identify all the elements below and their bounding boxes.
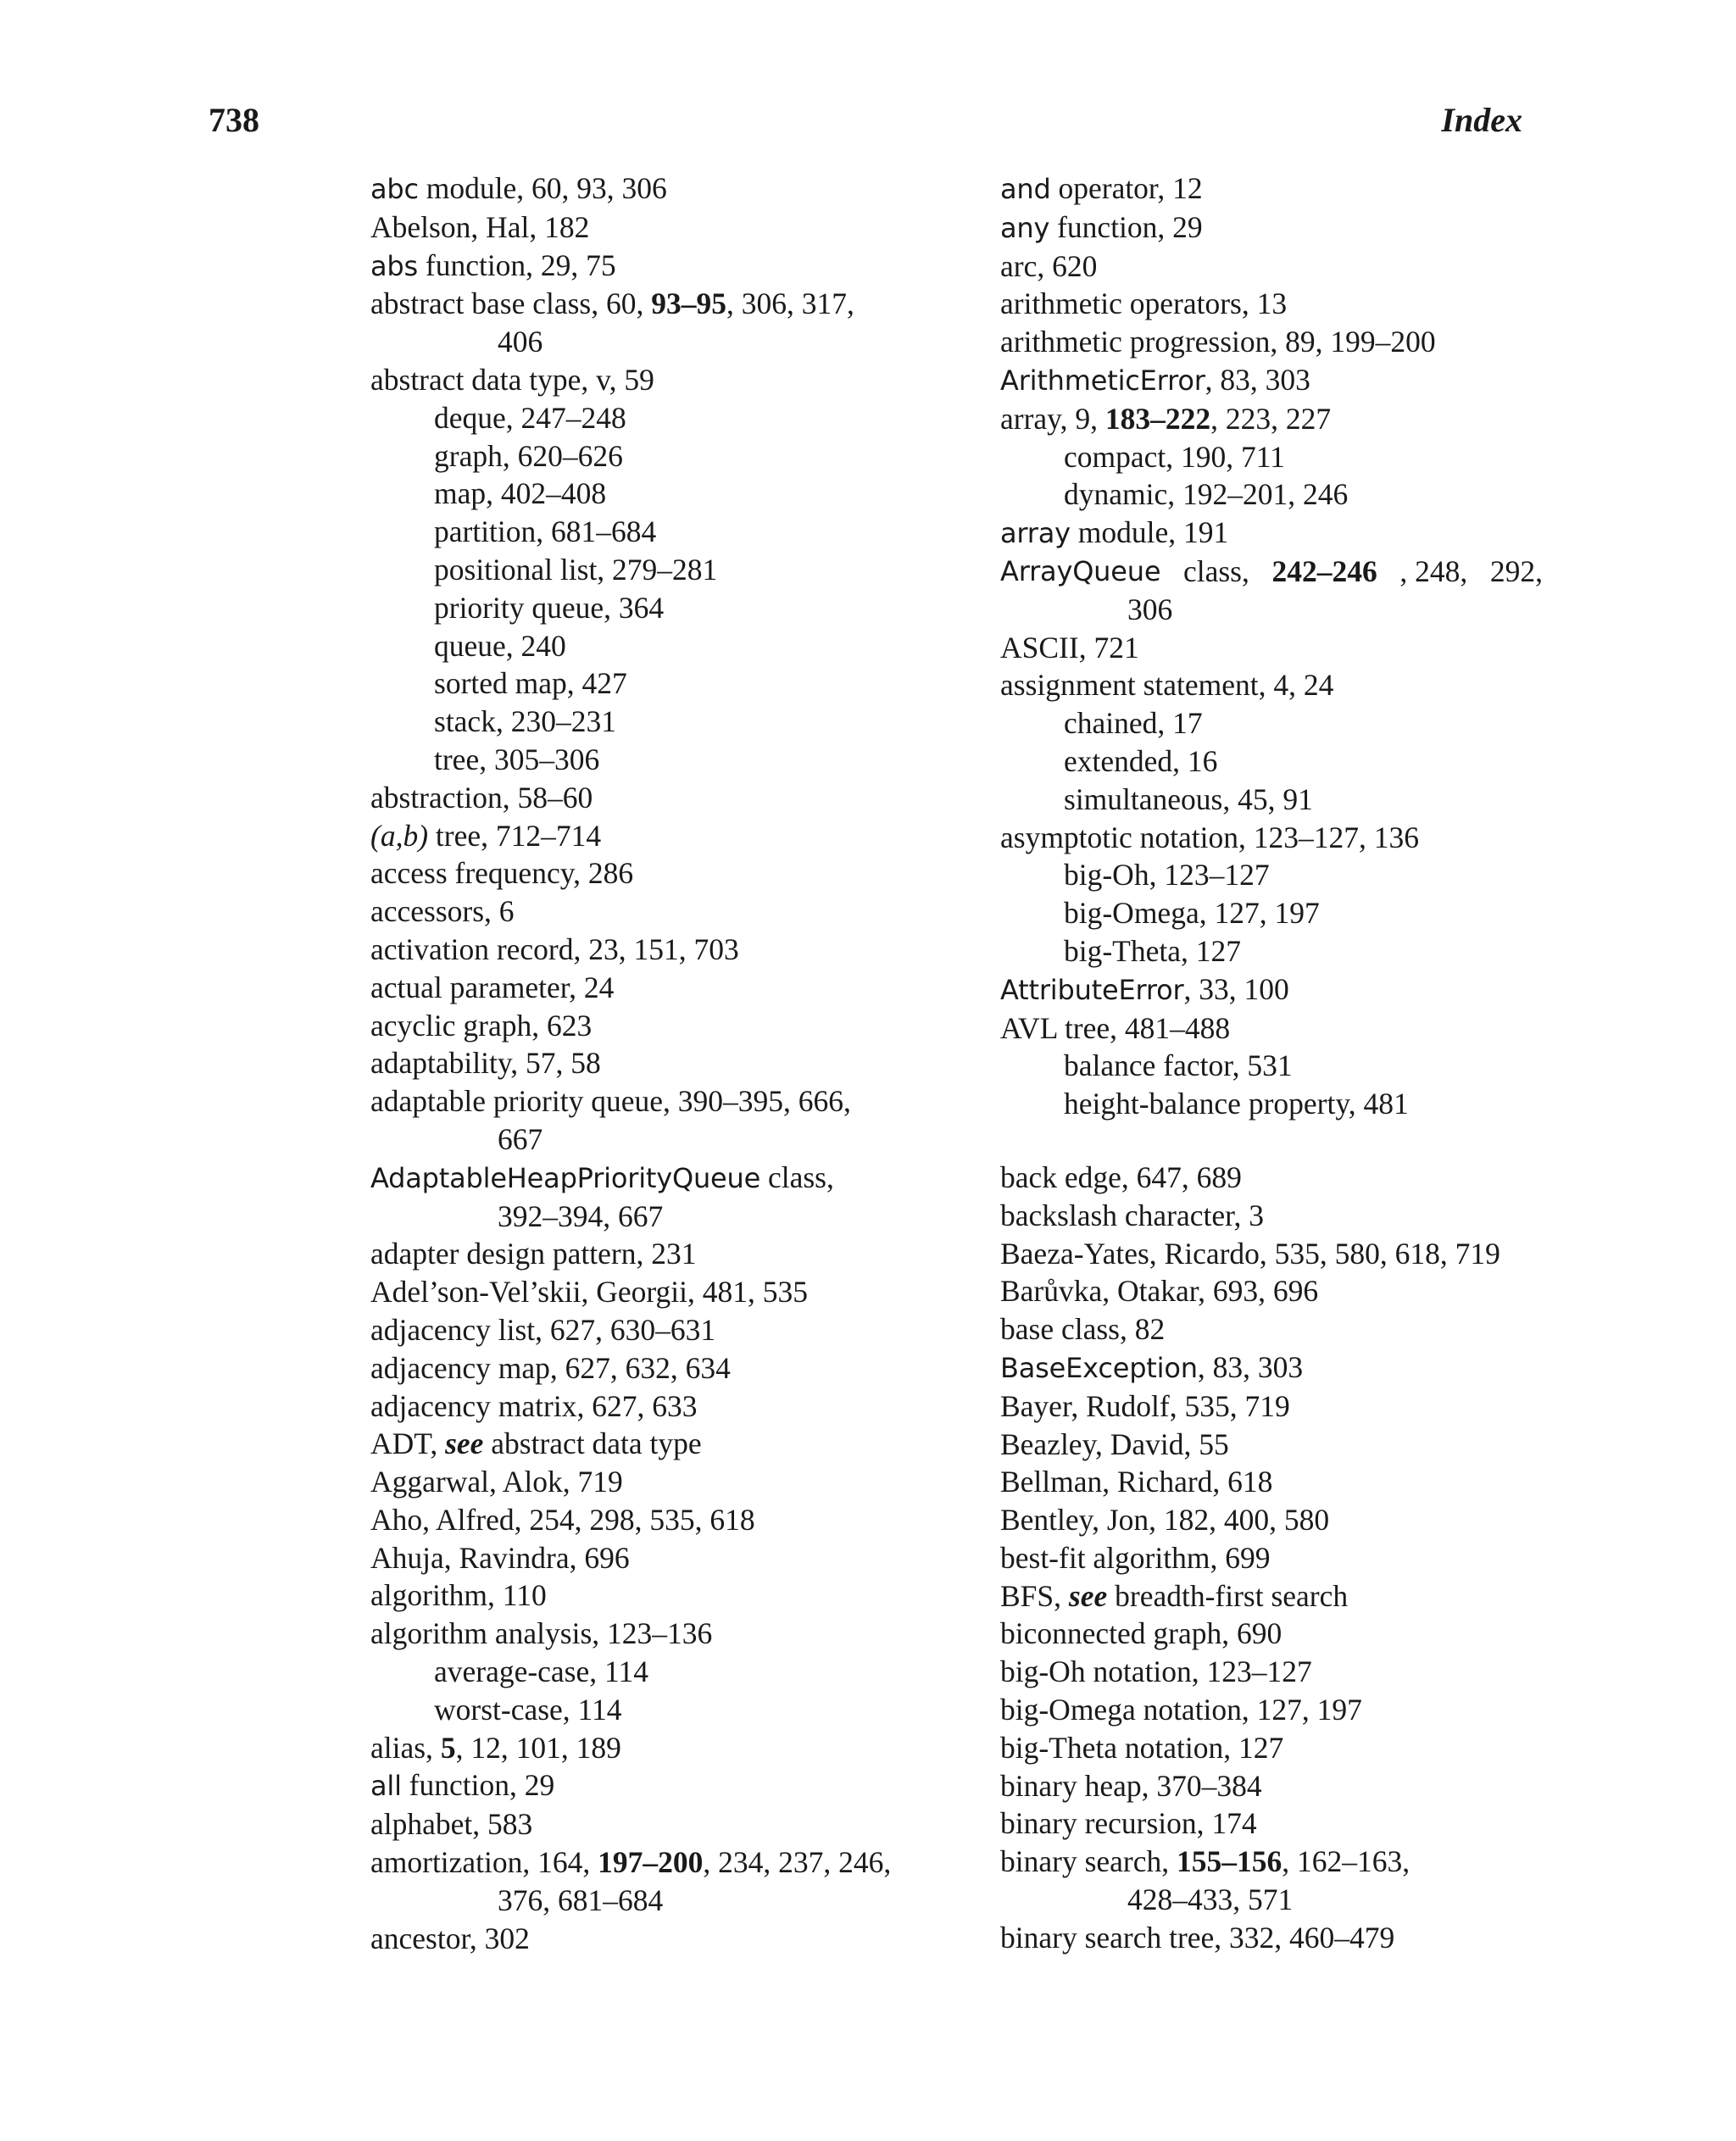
index-entry: [1000, 1577, 1543, 1615]
index-entry: [370, 1349, 947, 1387]
entry-text: Baeza-Yates, Ricardo, 535, 580, 618, 719: [1000, 1236, 1500, 1271]
entry-text: adjacency matrix, 627, 633: [370, 1388, 698, 1423]
index-entry: [370, 361, 947, 399]
entry-text: amortization, 164,: [370, 1845, 598, 1880]
entry-text: alphabet, 583: [370, 1807, 533, 1842]
letter-group-gap: [1000, 1123, 1543, 1159]
entry-text: 306: [1127, 592, 1173, 626]
entry-text: deque, 247–248: [434, 400, 626, 435]
entry-text: , 234, 237, 246,: [703, 1845, 892, 1880]
entry-text: base class, 82: [1000, 1312, 1166, 1347]
index-entry-continuation: [370, 1121, 947, 1159]
index-entry: [370, 1615, 947, 1653]
index-entry: [1000, 1653, 1543, 1691]
entry-text: Bentley, Jon, 182, 400, 580: [1000, 1503, 1330, 1538]
index-entry: [1000, 970, 1543, 1009]
index-subentry: [1000, 781, 1543, 819]
index-entry: [370, 1044, 947, 1082]
entry-text: arc, 620: [1000, 248, 1098, 283]
entry-text: Ahuja, Ravindra, 696: [370, 1540, 630, 1575]
index-entry: [370, 247, 947, 286]
index-entry: [370, 1311, 947, 1349]
index-entry: [1000, 323, 1543, 361]
index-entry: [1000, 1767, 1543, 1805]
entry-text: adaptable priority queue, 390–395, 666,: [370, 1084, 851, 1119]
index-subentry: [370, 513, 947, 551]
entry-text: function, 29: [1049, 209, 1203, 244]
index-entry: [370, 1539, 947, 1577]
index-entry: [370, 969, 947, 1007]
entry-text: assignment statement, 4, 24: [1000, 668, 1334, 703]
index-entry-continuation: [1000, 591, 1543, 629]
entry-text: Bayer, Rudolf, 535, 719: [1000, 1388, 1290, 1423]
entry-text: abstract base class, 60,: [370, 286, 652, 321]
index-entry: [1000, 170, 1543, 209]
entry-text: , 248,: [1399, 553, 1468, 588]
entry-text: worst-case, 114: [434, 1692, 622, 1727]
entry-text: adjacency map, 627, 632, 634: [370, 1350, 731, 1385]
index-entry: [1000, 285, 1543, 323]
entry-text: , 83, 303: [1197, 1349, 1304, 1384]
entry-text: module, 60, 93, 306: [418, 171, 667, 205]
entry-text: alias,: [370, 1730, 441, 1765]
code-term: AttributeError: [1000, 973, 1184, 1006]
entry-text: , 33, 100: [1183, 971, 1289, 1006]
entry-text: access frequency, 286: [370, 856, 634, 891]
entry-text: algorithm analysis, 123–136: [370, 1616, 713, 1651]
index-entry: [1000, 514, 1543, 553]
index-subentry: [1000, 1047, 1543, 1085]
entry-text: array, 9,: [1000, 401, 1105, 436]
index-entry: [1000, 400, 1543, 438]
entry-text: Barůvka, Otakar, 693, 696: [1000, 1274, 1319, 1309]
entry-text: , 223, 227: [1210, 401, 1332, 436]
entry-text: binary recursion, 174: [1000, 1806, 1257, 1841]
index-entry: [1000, 209, 1543, 247]
code-term: abc: [370, 173, 419, 205]
entry-text: breadth-first search: [1107, 1578, 1349, 1613]
bold-page-range: 155–156: [1176, 1844, 1283, 1879]
index-entry: [1000, 1009, 1543, 1048]
index-entry: [370, 1729, 947, 1767]
page-number: 738: [209, 101, 259, 139]
entry-text: tree, 305–306: [434, 742, 600, 776]
index-entry: [1000, 1159, 1543, 1197]
index-subentry: [1000, 932, 1543, 970]
index-entry-continuation: [370, 1882, 947, 1920]
entry-text: Abelson, Hal, 182: [370, 209, 590, 244]
entry-text: , 306, 317,: [726, 286, 854, 321]
bold-page-range: 183–222: [1104, 401, 1211, 436]
bold-page-range: 5: [440, 1730, 456, 1765]
entry-text: stack, 230–231: [434, 704, 616, 739]
entry-text: partition, 681–684: [434, 514, 657, 549]
entry-text: binary search tree, 332, 460–479: [1000, 1920, 1395, 1955]
entry-text: compact, 190, 711: [1064, 439, 1285, 474]
index-subentry: [1000, 704, 1543, 742]
entry-text: big-Oh, 123–127: [1064, 858, 1270, 893]
entry-text: , 162–163,: [1282, 1844, 1410, 1879]
index-entry: [1000, 1501, 1543, 1539]
index-subentry: [370, 1653, 947, 1691]
index-entry: [370, 1387, 947, 1426]
index-subentry: [1000, 1085, 1543, 1123]
code-term: any: [1000, 211, 1050, 244]
entry-text: activation record, 23, 151, 703: [370, 931, 739, 966]
index-entry: [1000, 1463, 1543, 1501]
index-subentry: [370, 437, 947, 475]
index-subentry: [370, 475, 947, 513]
index-entry: [1000, 1349, 1543, 1387]
entry-text: acyclic graph, 623: [370, 1008, 593, 1043]
index-entry-continuation: [370, 323, 947, 361]
running-head: Index: [1441, 101, 1522, 139]
index-subentry: [370, 399, 947, 437]
entry-text: class,: [760, 1159, 834, 1194]
index-entry: [1000, 1615, 1543, 1653]
entry-text: abstraction, 58–60: [370, 780, 593, 815]
index-entry: [370, 1235, 947, 1273]
bold-page-range: 93–95: [651, 286, 726, 321]
index-entry-continuation: [370, 1198, 947, 1236]
index-entry: [370, 817, 947, 855]
index-entry: [1000, 1919, 1543, 1957]
see-reference: see: [445, 1426, 484, 1461]
index-entry: [1000, 1272, 1543, 1310]
entry-text: , 12, 101, 189: [455, 1730, 621, 1765]
math-term: (a,b): [370, 818, 429, 853]
index-entry: [370, 1082, 947, 1121]
entry-text: 406: [498, 325, 543, 359]
index-subentry: [370, 1691, 947, 1729]
entry-text: 428–433, 571: [1127, 1882, 1294, 1917]
index-entry: [370, 170, 947, 209]
entry-text: ancestor, 302: [370, 1921, 530, 1955]
index-entry: [370, 1920, 947, 1958]
entry-text: balance factor, 531: [1064, 1048, 1293, 1083]
index-subentry: [1000, 742, 1543, 781]
entry-text: binary heap, 370–384: [1000, 1768, 1262, 1803]
index-entry: [370, 1273, 947, 1311]
code-term: ArrayQueue: [1000, 554, 1161, 587]
entry-text: Aho, Alfred, 254, 298, 535, 618: [370, 1502, 755, 1537]
index-column-left: [370, 170, 947, 1957]
index-entry: [370, 209, 947, 247]
entry-text: accessors, 6: [370, 894, 515, 929]
index-subentry: [370, 703, 947, 741]
entry-text: Bellman, Richard, 618: [1000, 1465, 1273, 1499]
entry-text: map, 402–408: [434, 476, 607, 511]
index-entry: [370, 285, 947, 323]
entry-text: function, 29, 75: [418, 247, 616, 282]
entry-text: queue, 240: [434, 628, 566, 663]
entry-text: graph, 620–626: [434, 438, 623, 473]
entry-text: ASCII, 721: [1000, 630, 1139, 665]
code-term: AdaptableHeapPriorityQueue: [370, 1161, 761, 1194]
index-entry: [370, 1501, 947, 1539]
code-term: ArithmeticError: [1000, 364, 1205, 397]
index-subentry: [370, 589, 947, 627]
entry-text: average-case, 114: [434, 1654, 648, 1689]
code-term: abs: [370, 249, 418, 282]
index-subentry: [370, 665, 947, 703]
entry-text: asymptotic notation, 123–127, 136: [1000, 820, 1420, 854]
entry-text: module, 191: [1070, 515, 1229, 550]
index-entry: [1000, 1805, 1543, 1843]
index-entry: [1000, 1197, 1543, 1235]
entry-text: dynamic, 192–201, 246: [1064, 477, 1349, 512]
entry-text: 292,: [1489, 553, 1543, 588]
index-entry: [1000, 361, 1543, 400]
entry-text: 667: [498, 1121, 543, 1156]
entry-text: tree, 712–714: [428, 818, 602, 853]
entry-text: operator, 12: [1050, 171, 1203, 205]
index-entry: [370, 1159, 947, 1198]
entry-text: adjacency list, 627, 630–631: [370, 1312, 716, 1347]
entry-text: 392–394, 667: [498, 1198, 664, 1233]
index-subentry: [370, 551, 947, 589]
entry-text: abstract data type: [483, 1426, 702, 1461]
index-entry: [370, 1805, 947, 1843]
entry-text: binary search,: [1000, 1844, 1177, 1879]
entry-text: Beazley, David, 55: [1000, 1426, 1229, 1461]
index-entry: [370, 893, 947, 931]
bold-page-range: 242–246: [1271, 553, 1377, 588]
index-entry: [1000, 1843, 1543, 1881]
index-entry: [370, 1577, 947, 1615]
entry-text: big-Oh notation, 123–127: [1000, 1654, 1312, 1689]
index-entry: [1000, 666, 1543, 704]
entry-text: Aggarwal, Alok, 719: [370, 1465, 623, 1499]
index-entry: [1000, 1691, 1543, 1729]
code-term: array: [1000, 517, 1071, 550]
code-term: BaseException: [1000, 1351, 1198, 1384]
index-entry: [1000, 247, 1543, 286]
index-subentry: [1000, 475, 1543, 514]
index-entry: [1000, 1310, 1543, 1349]
index-entry: [370, 1425, 947, 1463]
entry-text: chained, 17: [1064, 706, 1203, 741]
see-reference: see: [1068, 1578, 1108, 1613]
entry-text: big-Omega, 127, 197: [1064, 896, 1320, 931]
entry-text: big-Omega notation, 127, 197: [1000, 1693, 1362, 1727]
code-term: all: [370, 1770, 402, 1803]
entry-text: AVL tree, 481–488: [1000, 1010, 1231, 1045]
entry-text: backslash character, 3: [1000, 1198, 1265, 1232]
entry-text: arithmetic progression, 89, 199–200: [1000, 325, 1436, 359]
entry-text: simultaneous, 45, 91: [1064, 781, 1313, 816]
index-subentry: [1000, 856, 1543, 894]
entry-text: biconnected graph, 690: [1000, 1616, 1283, 1651]
index-entry: [370, 931, 947, 969]
entry-text: extended, 16: [1064, 743, 1218, 778]
index-entry: [370, 1843, 947, 1882]
entry-text: BFS,: [1000, 1578, 1069, 1613]
index-entry: [370, 1007, 947, 1045]
index-subentry: [370, 741, 947, 779]
entry-text: best-fit algorithm, 699: [1000, 1540, 1271, 1575]
index-entry: [1000, 629, 1543, 667]
bold-page-range: 197–200: [598, 1845, 704, 1880]
entry-text: back edge, 647, 689: [1000, 1159, 1242, 1194]
index-subentry: [1000, 438, 1543, 476]
index-entry: [1000, 1235, 1543, 1273]
entry-text: 376, 681–684: [498, 1882, 664, 1917]
entry-text: class,: [1182, 553, 1249, 588]
index-entry: [370, 779, 947, 817]
entry-text: adaptability, 57, 58: [370, 1046, 601, 1081]
entry-text: actual parameter, 24: [370, 970, 615, 1004]
entry-text: positional list, 279–281: [434, 552, 718, 587]
index-entry: [1000, 819, 1543, 857]
index-entry: [1000, 553, 1543, 591]
entry-text: sorted map, 427: [434, 666, 627, 701]
index-subentry: [1000, 894, 1543, 932]
index-entry: [1000, 1426, 1543, 1464]
entry-text: algorithm, 110: [370, 1578, 547, 1613]
index-entry: [370, 854, 947, 893]
index-entry-continuation: [1000, 1881, 1543, 1919]
entry-text: big-Theta notation, 127: [1000, 1730, 1284, 1765]
entry-text: , 83, 303: [1205, 362, 1310, 397]
index-entry: [370, 1766, 947, 1805]
entry-text: adapter design pattern, 231: [370, 1237, 697, 1271]
entry-text: big-Theta, 127: [1064, 933, 1241, 968]
index-column-right: [1000, 170, 1543, 1957]
entry-text: abstract data type, v, 59: [370, 362, 654, 397]
index-subentry: [370, 627, 947, 665]
entry-text: priority queue, 364: [434, 590, 665, 625]
code-term: and: [1000, 173, 1051, 205]
index-entry: [1000, 1539, 1543, 1577]
entry-text: height-balance property, 481: [1064, 1087, 1409, 1121]
index-entry: [1000, 1387, 1543, 1426]
index-entry: [1000, 1729, 1543, 1767]
index-entry: [370, 1463, 947, 1501]
entry-text: function, 29: [401, 1768, 555, 1803]
entry-text: ADT,: [370, 1426, 446, 1461]
entry-text: Adel’son-Vel’skii, Georgii, 481, 535: [370, 1275, 809, 1310]
entry-text: arithmetic operators, 13: [1000, 286, 1288, 321]
